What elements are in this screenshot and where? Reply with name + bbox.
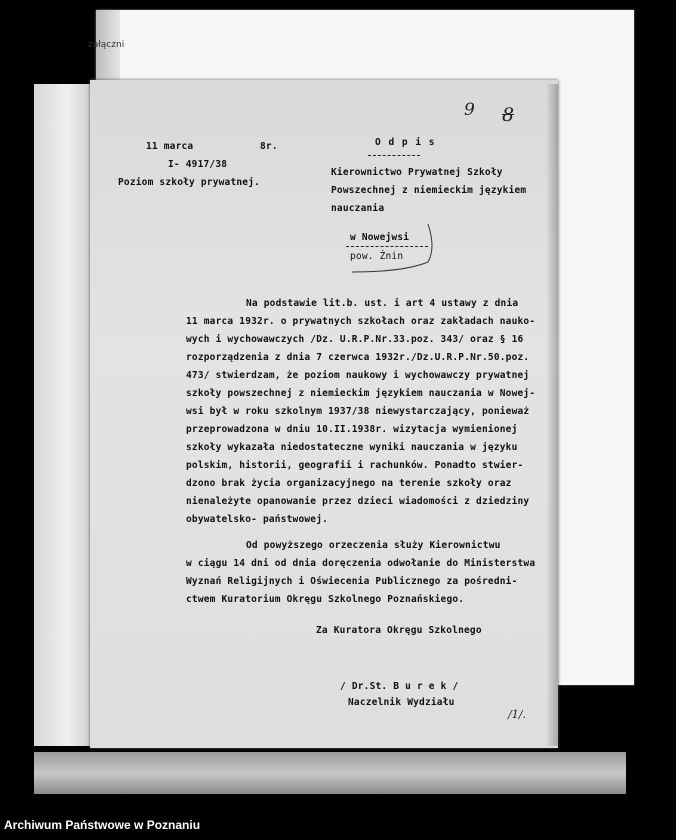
- body-line: przeprowadzona w dniu 10.II.1938r. wizytacja wymienionej: [186, 424, 518, 435]
- signature-title: Naczelnik Wydziału: [348, 697, 455, 708]
- body-line: ctwem Kuratorium Okręgu Szkolnego Poznańskiego.: [186, 594, 465, 605]
- body-line: 473/ stwierdzam, że poziom naukowy i wychowawczy prywatnej: [186, 370, 530, 381]
- document-title: O d p i s: [375, 137, 436, 148]
- body-line: dzono brak życia organizacyjnego na terenie szkoły oraz: [186, 478, 512, 489]
- body-line: wych i wychowawczych /Dz. U.R.P.Nr.33.poz. 343/ oraz § 16: [186, 334, 524, 345]
- archive-footer: Archiwum Państwowe w Poznaniu: [4, 818, 201, 832]
- body-line: polskim, historii, geografii i rachunków. Ponadto stwier-: [186, 460, 524, 471]
- body-line: Wyznań Religijnych i Oświecenia Publicznego za pośredni-: [186, 576, 518, 587]
- recipient-district: pow. Żnin: [350, 251, 404, 262]
- body-line: nienależyte opanowanie przez dzieci wiadomości z dziedziny: [186, 496, 530, 507]
- recipient-line-2: Powszechnej z niemieckim językiem: [331, 185, 527, 196]
- corner-mark: /1/.: [508, 708, 526, 721]
- body-line: 11 marca 1932r. o prywatnych szkołach oraz zakładach nauko-: [186, 316, 536, 327]
- body-line: wsi był w roku szkolnym 1937/38 niewystarczający, ponieważ: [186, 406, 530, 417]
- body-line: Na podstawie lit.b. ust. i art 4 ustawy z dnia: [246, 298, 519, 309]
- recipient-line-1: Kierownictwo Prywatnej Szkoły: [331, 167, 503, 178]
- body-line: w ciągu 14 dni od dnia doręczenia odwołanie do Ministerstwa: [186, 558, 536, 569]
- background-page-label: załączni: [88, 40, 125, 50]
- recipient-place: w Nowejwsi: [350, 232, 410, 243]
- letter-subject: Poziom szkoły prywatnej.: [118, 177, 261, 188]
- body-line: Od powyższego orzeczenia służy Kierownictwu: [246, 540, 501, 551]
- body-line: szkoły powszechnej z niemieckim językiem nauczania w Nowej-: [186, 388, 536, 399]
- recipient-line-3: nauczania: [331, 203, 385, 214]
- signature-name: / Dr.St. B u r e k /: [340, 681, 459, 692]
- body-line: szkoły wykazała niedostateczne wyniki nauczania w języku: [186, 442, 518, 453]
- closing-line: Za Kuratora Okręgu Szkolnego: [316, 625, 482, 636]
- body-line: rozporządzenia z dnia 7 czerwca 1932r./Dz.U.R.P.Nr.50.poz.: [186, 352, 530, 363]
- page-number-handwritten: 9: [464, 100, 475, 120]
- body-line: obywatelsko- państwowej.: [186, 514, 329, 525]
- letter-year: 8r.: [260, 141, 278, 152]
- letter-reference: I- 4917/38: [168, 159, 228, 170]
- letter-date: 11 marca: [146, 141, 194, 152]
- page-number-crossed: 8: [502, 104, 515, 126]
